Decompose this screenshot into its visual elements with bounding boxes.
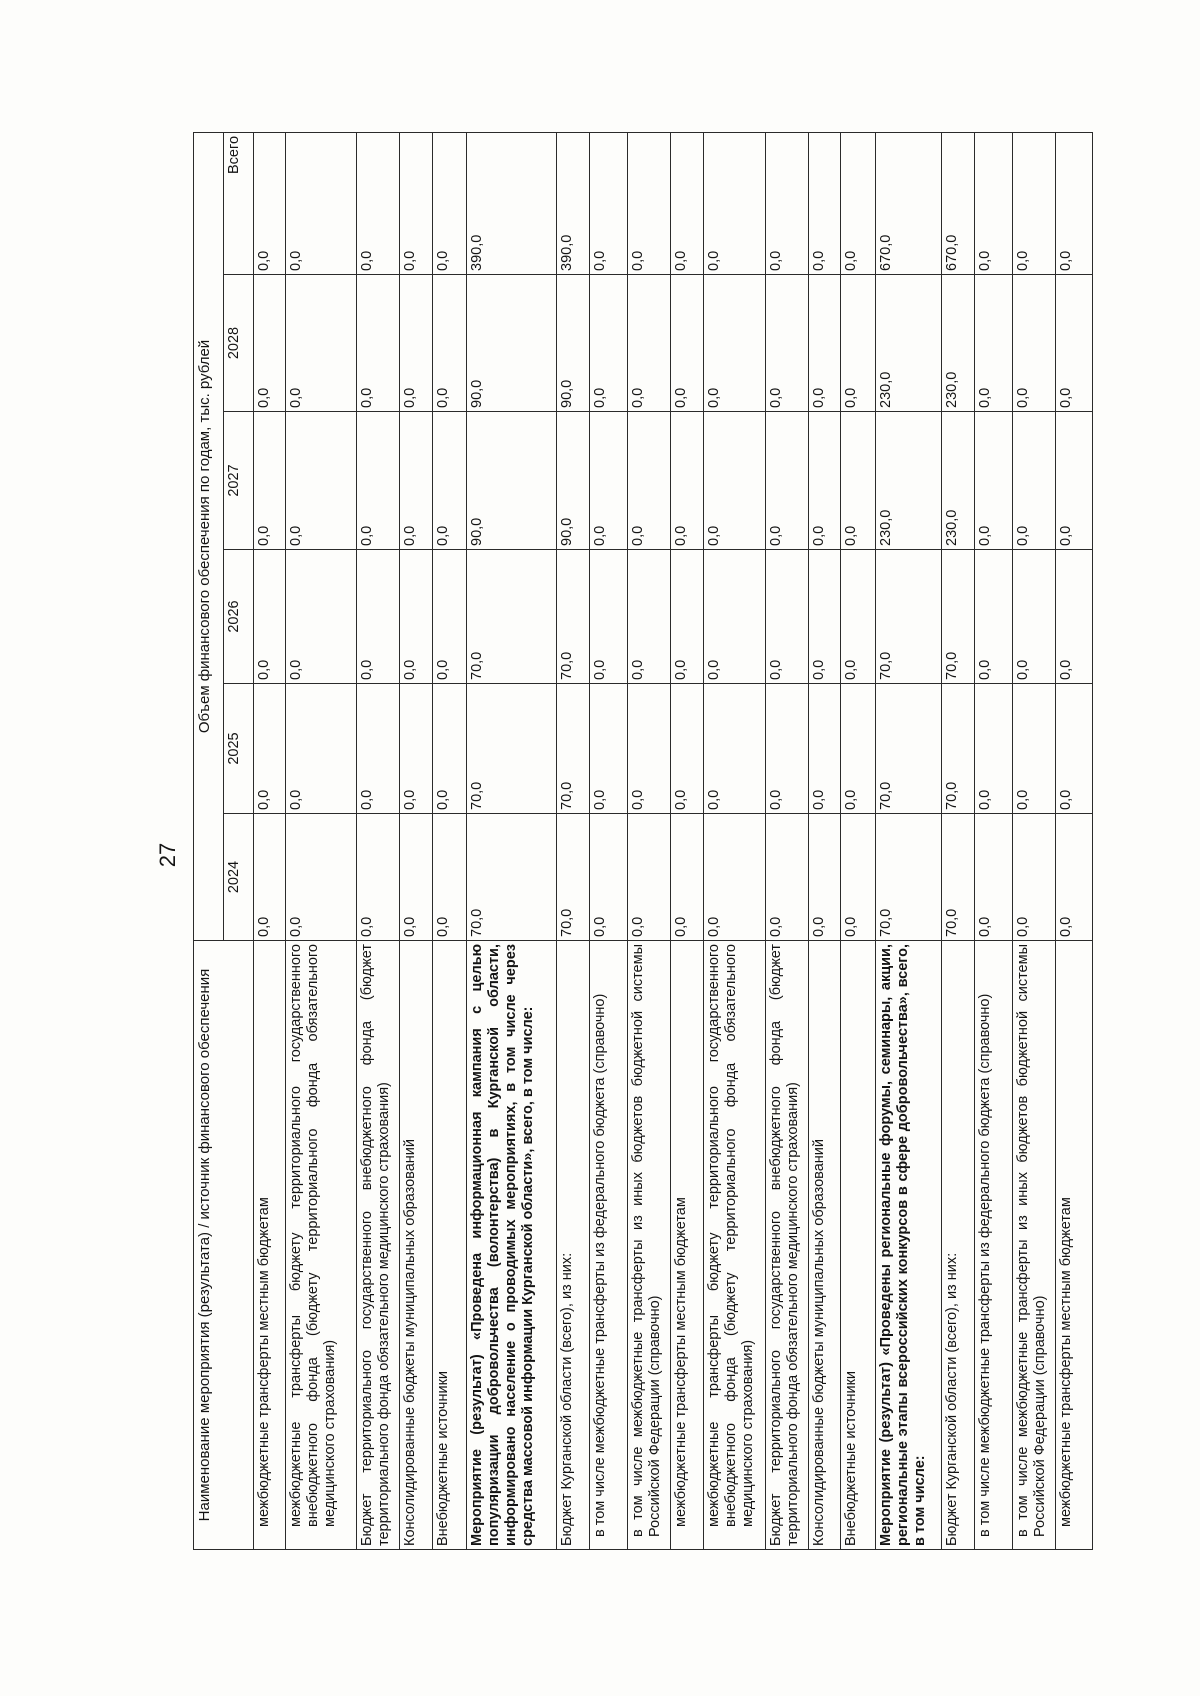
value-2027: 0,0 — [808, 412, 840, 550]
value-total: 0,0 — [703, 132, 765, 274]
value-2025: 70,0 — [557, 684, 589, 814]
value-2025: 0,0 — [1056, 684, 1093, 814]
value-2025: 70,0 — [875, 684, 942, 814]
value-2027: 0,0 — [628, 412, 671, 550]
value-2028: 0,0 — [286, 275, 357, 412]
value-2027: 230,0 — [875, 412, 942, 550]
value-2025: 0,0 — [589, 684, 628, 814]
table-row — [671, 132, 703, 1549]
row-name: межбюджетные трансферты местным бюджетам — [671, 941, 703, 1550]
table-row — [432, 132, 466, 1549]
value-2026: 0,0 — [1056, 550, 1093, 684]
header-total: Всего — [224, 132, 254, 274]
value-total: 0,0 — [357, 132, 400, 274]
table-row — [466, 132, 556, 1549]
header-year-2025: 2025 — [224, 684, 254, 814]
header-year-2027: 2027 — [224, 412, 254, 550]
header-year-2028: 2028 — [224, 275, 254, 412]
row-name: межбюджетные трансферты местным бюджетам — [1056, 941, 1093, 1550]
value-2028: 0,0 — [671, 275, 703, 412]
table-row — [400, 132, 432, 1549]
value-total: 0,0 — [628, 132, 671, 274]
value-2027: 0,0 — [1013, 412, 1056, 550]
value-2025: 0,0 — [400, 684, 432, 814]
value-2026: 0,0 — [357, 550, 400, 684]
value-2024: 0,0 — [589, 814, 628, 941]
value-2024: 70,0 — [875, 814, 942, 941]
value-2028: 0,0 — [1056, 275, 1093, 412]
value-total: 390,0 — [466, 132, 556, 274]
value-total: 0,0 — [765, 132, 808, 274]
value-2024: 70,0 — [557, 814, 589, 941]
row-name: Бюджет Курганской области (всего), из них: — [942, 941, 974, 1550]
value-2028: 230,0 — [875, 275, 942, 412]
value-total: 670,0 — [942, 132, 974, 274]
value-2026: 0,0 — [432, 550, 466, 684]
value-total: 0,0 — [589, 132, 628, 274]
value-total: 0,0 — [432, 132, 466, 274]
value-2028: 0,0 — [808, 275, 840, 412]
value-2028: 0,0 — [841, 275, 875, 412]
row-name: Мероприятие (результат) «Проведена информационная кампания с целью популяризации добровольчества (волонтерства) в Курганской области, информировано население о проводимых мероприятиях, в том числе через средства массовой информации Курганской области», всего, в том числе: — [466, 941, 556, 1550]
value-total: 0,0 — [808, 132, 840, 274]
table-row — [1056, 132, 1093, 1549]
table-row — [589, 132, 628, 1549]
value-2025: 0,0 — [808, 684, 840, 814]
value-total: 390,0 — [557, 132, 589, 274]
table-row — [942, 132, 974, 1549]
value-2027: 0,0 — [841, 412, 875, 550]
value-2024: 0,0 — [432, 814, 466, 941]
value-total: 670,0 — [875, 132, 942, 274]
value-2026: 0,0 — [254, 550, 286, 684]
value-total: 0,0 — [400, 132, 432, 274]
value-2026: 0,0 — [628, 550, 671, 684]
value-2028: 230,0 — [942, 275, 974, 412]
value-2024: 0,0 — [254, 814, 286, 941]
value-2026: 0,0 — [808, 550, 840, 684]
value-2026: 0,0 — [286, 550, 357, 684]
header-volume-title: Объем финансового обеспечения по годам, тыс. рублей — [194, 132, 224, 940]
value-2025: 0,0 — [357, 684, 400, 814]
value-2027: 0,0 — [974, 412, 1013, 550]
value-2025: 0,0 — [765, 684, 808, 814]
rotated-table-container — [193, 133, 1093, 1550]
value-total: 0,0 — [254, 132, 286, 274]
row-name: в том числе межбюджетные трансферты из федерального бюджета (справочно) — [589, 941, 628, 1550]
value-total: 0,0 — [974, 132, 1013, 274]
value-2026: 0,0 — [671, 550, 703, 684]
value-2028: 0,0 — [432, 275, 466, 412]
value-2026: 0,0 — [765, 550, 808, 684]
value-2028: 0,0 — [703, 275, 765, 412]
value-2027: 0,0 — [357, 412, 400, 550]
value-2026: 0,0 — [974, 550, 1013, 684]
row-name: в том числе межбюджетные трансферты из иных бюджетов бюджетной системы Российской Федерации (справочно) — [1013, 941, 1056, 1550]
value-2026: 0,0 — [400, 550, 432, 684]
value-2024: 0,0 — [1013, 814, 1056, 941]
row-name: Мероприятие (результат) «Проведены региональные форумы, семинары, акции, региональные этапы всероссийских конкурсов в сфере добровольчества», всего, в том числе: — [875, 941, 942, 1550]
value-2028: 0,0 — [589, 275, 628, 412]
value-2024: 0,0 — [841, 814, 875, 941]
header-name-column: Наименование мероприятия (результата) / источник финансового обеспечения — [194, 941, 254, 1550]
row-name: Консолидированные бюджеты муниципальных образований — [808, 941, 840, 1550]
row-name: Бюджет территориального государственного внебюджетного фонда (бюджет территориального фонда обязательного медицинского страхования) — [357, 941, 400, 1550]
value-2026: 0,0 — [1013, 550, 1056, 684]
value-2024: 0,0 — [286, 814, 357, 941]
value-2024: 0,0 — [400, 814, 432, 941]
table-row — [557, 132, 589, 1549]
value-2024: 0,0 — [765, 814, 808, 941]
value-2025: 0,0 — [628, 684, 671, 814]
table-row — [1013, 132, 1056, 1549]
value-2027: 0,0 — [671, 412, 703, 550]
table-row — [357, 132, 400, 1549]
value-2024: 0,0 — [628, 814, 671, 941]
value-2027: 0,0 — [400, 412, 432, 550]
row-name: в том числе межбюджетные трансферты из иных бюджетов бюджетной системы Российской Федерации (справочно) — [628, 941, 671, 1550]
value-2027: 90,0 — [557, 412, 589, 550]
value-2025: 0,0 — [974, 684, 1013, 814]
value-2028: 0,0 — [628, 275, 671, 412]
table-row — [765, 132, 808, 1549]
value-2026: 70,0 — [942, 550, 974, 684]
value-2025: 0,0 — [841, 684, 875, 814]
value-total: 0,0 — [1013, 132, 1056, 274]
value-2028: 90,0 — [466, 275, 556, 412]
header-year-2024: 2024 — [224, 814, 254, 941]
value-2026: 70,0 — [466, 550, 556, 684]
value-2025: 0,0 — [254, 684, 286, 814]
value-2025: 0,0 — [432, 684, 466, 814]
value-2025: 0,0 — [703, 684, 765, 814]
value-2024: 0,0 — [974, 814, 1013, 941]
value-2024: 70,0 — [466, 814, 556, 941]
row-name: Внебюджетные источники — [432, 941, 466, 1550]
table-row — [703, 132, 765, 1549]
table-row — [254, 132, 286, 1549]
value-2025: 0,0 — [286, 684, 357, 814]
table-row — [875, 132, 942, 1549]
value-2028: 0,0 — [1013, 275, 1056, 412]
value-2027: 0,0 — [765, 412, 808, 550]
value-2027: 230,0 — [942, 412, 974, 550]
value-2026: 70,0 — [557, 550, 589, 684]
value-2027: 0,0 — [432, 412, 466, 550]
value-2026: 70,0 — [875, 550, 942, 684]
value-2026: 0,0 — [703, 550, 765, 684]
financing-table — [193, 132, 1093, 1550]
value-total: 0,0 — [841, 132, 875, 274]
value-2028: 90,0 — [557, 275, 589, 412]
value-2025: 70,0 — [466, 684, 556, 814]
value-2027: 0,0 — [589, 412, 628, 550]
value-2024: 0,0 — [671, 814, 703, 941]
value-2024: 70,0 — [942, 814, 974, 941]
table-row — [808, 132, 840, 1549]
value-2028: 0,0 — [765, 275, 808, 412]
row-name: в том числе межбюджетные трансферты из федерального бюджета (справочно) — [974, 941, 1013, 1550]
page-number: 27 — [155, 842, 180, 868]
row-name: Внебюджетные источники — [841, 941, 875, 1550]
row-name: межбюджетные трансферты бюджету территориального государственного внебюджетного фонда (бюджету территориального фонда обязательного медицинского страхования) — [703, 941, 765, 1550]
value-2026: 0,0 — [841, 550, 875, 684]
value-total: 0,0 — [671, 132, 703, 274]
value-2025: 0,0 — [1013, 684, 1056, 814]
value-total: 0,0 — [1056, 132, 1093, 274]
row-name: Консолидированные бюджеты муниципальных образований — [400, 941, 432, 1550]
value-2027: 0,0 — [703, 412, 765, 550]
row-name: Бюджет территориального государственного внебюджетного фонда (бюджет территориального фонда обязательного медицинского страхования) — [765, 941, 808, 1550]
value-total: 0,0 — [286, 132, 357, 274]
value-2025: 0,0 — [671, 684, 703, 814]
value-2024: 0,0 — [808, 814, 840, 941]
row-name: Бюджет Курганской области (всего), из них: — [557, 941, 589, 1550]
table-row — [841, 132, 875, 1549]
row-name: межбюджетные трансферты местным бюджетам — [254, 941, 286, 1550]
value-2028: 0,0 — [400, 275, 432, 412]
row-name: межбюджетные трансферты бюджету территориального государственного внебюджетного фонда (бюджету территориального фонда обязательного медицинского страхования) — [286, 941, 357, 1550]
table-row — [286, 132, 357, 1549]
value-2024: 0,0 — [703, 814, 765, 941]
value-2027: 0,0 — [1056, 412, 1093, 550]
value-2025: 70,0 — [942, 684, 974, 814]
value-2027: 90,0 — [466, 412, 556, 550]
value-2026: 0,0 — [589, 550, 628, 684]
value-2024: 0,0 — [357, 814, 400, 941]
value-2027: 0,0 — [286, 412, 357, 550]
table-row — [974, 132, 1013, 1549]
value-2028: 0,0 — [357, 275, 400, 412]
value-2028: 0,0 — [254, 275, 286, 412]
table-row — [628, 132, 671, 1549]
header-year-2026: 2026 — [224, 550, 254, 684]
value-2028: 0,0 — [974, 275, 1013, 412]
value-2027: 0,0 — [254, 412, 286, 550]
value-2024: 0,0 — [1056, 814, 1093, 941]
